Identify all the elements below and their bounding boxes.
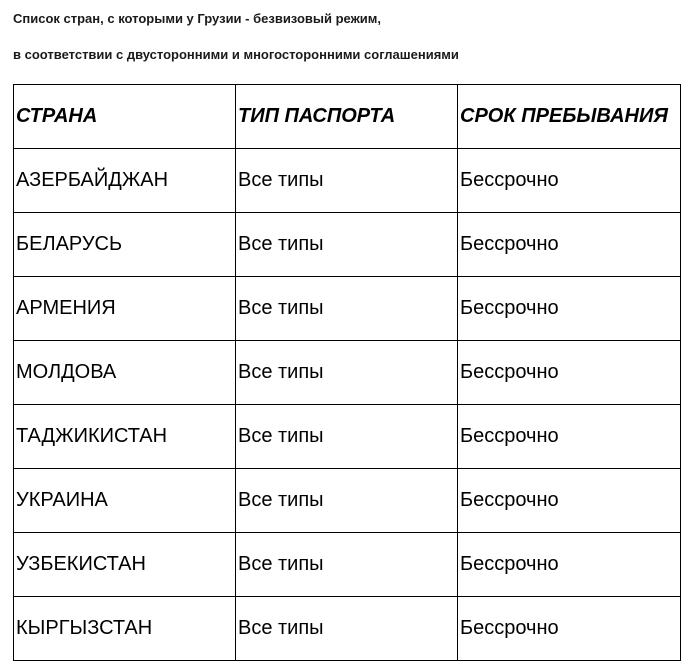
passport-type-cell: Все типы [236,213,458,277]
stay-period-cell: Бессрочно [458,213,681,277]
stay-period-cell: Бессрочно [458,277,681,341]
stay-period-cell: Бессрочно [458,149,681,213]
table-row [14,277,681,341]
table-row [14,405,681,469]
country-cell: АЗЕРБАЙДЖАН [14,149,236,213]
country-cell: ТАДЖИКИСТАН [14,405,236,469]
passport-type-cell: Все типы [236,533,458,597]
table-row [14,469,681,533]
table-row [14,597,681,661]
table-header-row [14,85,681,149]
country-cell: АРМЕНИЯ [14,277,236,341]
column-header-stay-period: СРОК ПРЕБЫВАНИЯ [458,85,681,149]
country-cell: УКРАИНА [14,469,236,533]
visa-free-countries-table [13,84,681,661]
page-title: Список стран, с которыми у Грузии - безвизовый режим, [13,11,382,26]
table-row [14,341,681,405]
passport-type-cell: Все типы [236,149,458,213]
stay-period-cell: Бессрочно [458,469,681,533]
stay-period-cell: Бессрочно [458,405,681,469]
column-header-country: СТРАНА [14,85,236,149]
stay-period-cell: Бессрочно [458,597,681,661]
stay-period-cell: Бессрочно [458,341,681,405]
passport-type-cell: Все типы [236,405,458,469]
column-header-passport-type: ТИП ПАСПОРТА [236,85,458,149]
table-row [14,213,681,277]
table-row [14,149,681,213]
stay-period-cell: Бессрочно [458,533,681,597]
country-cell: БЕЛАРУСЬ [14,213,236,277]
passport-type-cell: Все типы [236,469,458,533]
passport-type-cell: Все типы [236,277,458,341]
country-cell: УЗБЕКИСТАН [14,533,236,597]
passport-type-cell: Все типы [236,341,458,405]
country-cell: МОЛДОВА [14,341,236,405]
passport-type-cell: Все типы [236,597,458,661]
table-row [14,533,681,597]
page-subtitle: в соответствии с двусторонними и многосторонними соглашениями [13,47,459,62]
country-cell: КЫРГЫЗСТАН [14,597,236,661]
